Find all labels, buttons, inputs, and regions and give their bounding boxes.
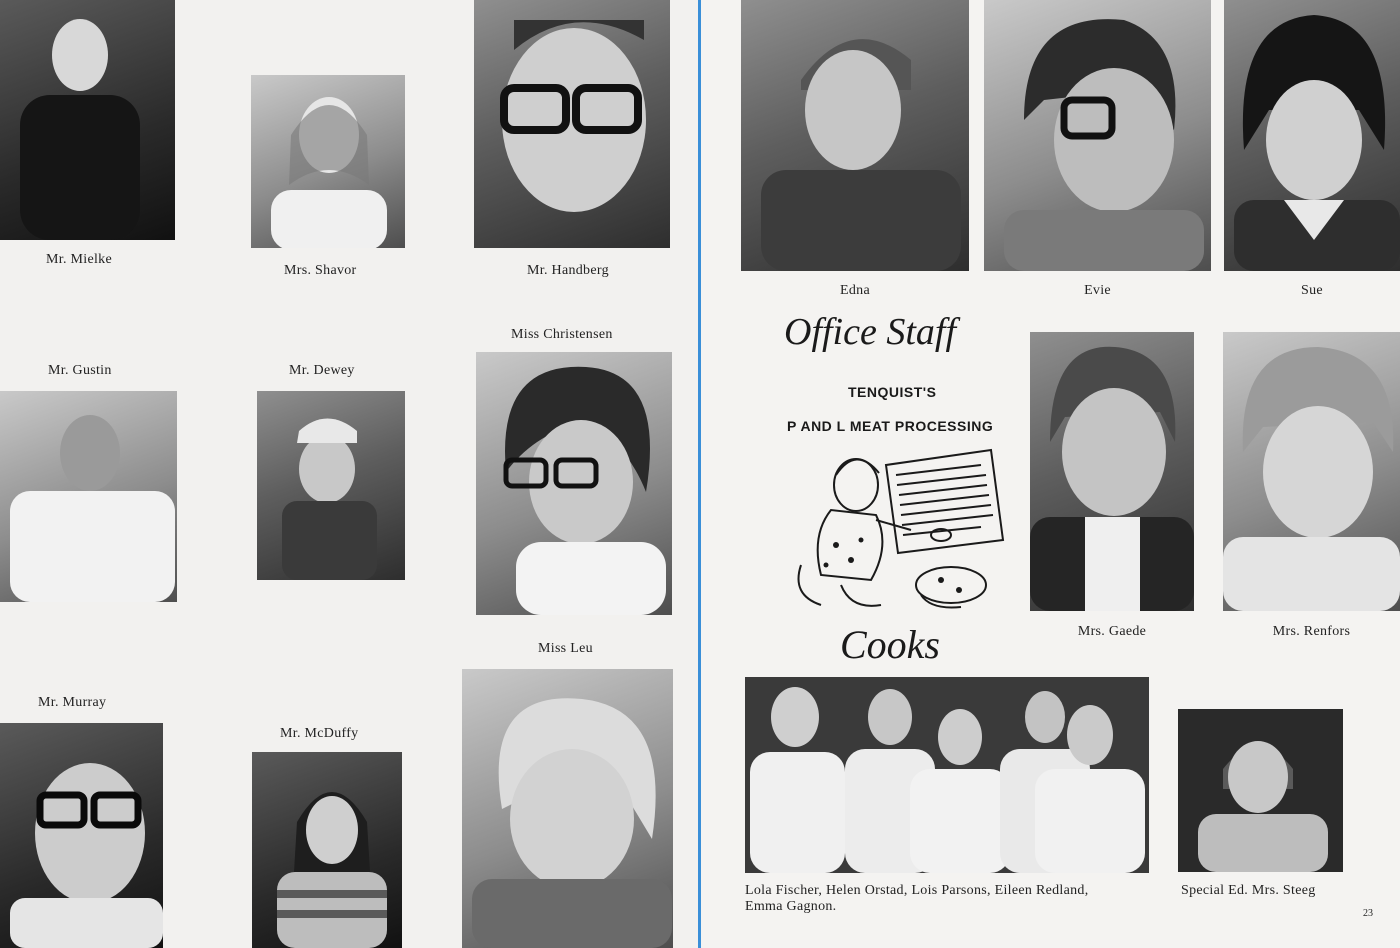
photo-miss-leu (462, 669, 673, 948)
photo-mr-dewey (257, 391, 405, 580)
photo-mr-gustin (0, 391, 177, 602)
caption-mrs-gaede: Mrs. Gaede (1077, 624, 1147, 639)
caption-mrs-steeg: Special Ed. Mrs. Steeg (1181, 883, 1316, 898)
caption-edna: Edna (840, 283, 870, 298)
photo-miss-christensen (476, 352, 672, 615)
photo-mrs-steeg (1178, 709, 1343, 872)
caption-sue: Sue (1301, 283, 1323, 298)
ad-business-line: P AND L MEAT PROCESSING (787, 418, 994, 434)
caption-mrs-renfors: Mrs. Renfors (1272, 624, 1351, 639)
photo-mrs-renfors (1223, 332, 1400, 611)
office-staff-heading: Office Staff (784, 311, 957, 353)
caption-mrs-shavor: Mrs. Shavor (284, 263, 357, 278)
photo-mr-handberg (474, 0, 670, 248)
photo-edna (741, 0, 969, 271)
caption-miss-leu: Miss Leu (538, 641, 593, 656)
cooks-caption-line1: Lola Fischer, Helen Orstad, Lois Parsons, Eileen Redland, (745, 883, 1089, 898)
caption-mr-mcduffy: Mr. McDuffy (280, 726, 359, 741)
photo-sue (1224, 0, 1400, 271)
right-page (701, 0, 1400, 948)
photo-mrs-gaede (1030, 332, 1194, 611)
caption-mr-handberg: Mr. Handberg (527, 263, 609, 278)
ad-business-name: TENQUIST'S (848, 384, 937, 400)
photo-cooks-group (745, 677, 1149, 873)
photo-mr-mielke (0, 0, 175, 240)
left-page (0, 0, 698, 948)
page-number: 23 (1363, 908, 1373, 919)
caption-mr-dewey: Mr. Dewey (289, 363, 355, 378)
caption-mr-mielke: Mr. Mielke (46, 252, 112, 267)
caption-mr-gustin: Mr. Gustin (48, 363, 112, 378)
photo-mr-murray (0, 723, 163, 948)
caption-evie: Evie (1084, 283, 1111, 298)
photo-mrs-shavor (251, 75, 405, 248)
cooks-caption-line2: Emma Gagnon. (745, 899, 837, 914)
scribe-illustration (781, 445, 1011, 615)
cooks-heading: Cooks (840, 622, 940, 667)
caption-mr-murray: Mr. Murray (38, 695, 107, 710)
photo-evie (984, 0, 1211, 271)
caption-miss-christensen: Miss Christensen (511, 327, 613, 342)
photo-mr-mcduffy (252, 752, 402, 948)
cooks-caption (745, 883, 1155, 915)
